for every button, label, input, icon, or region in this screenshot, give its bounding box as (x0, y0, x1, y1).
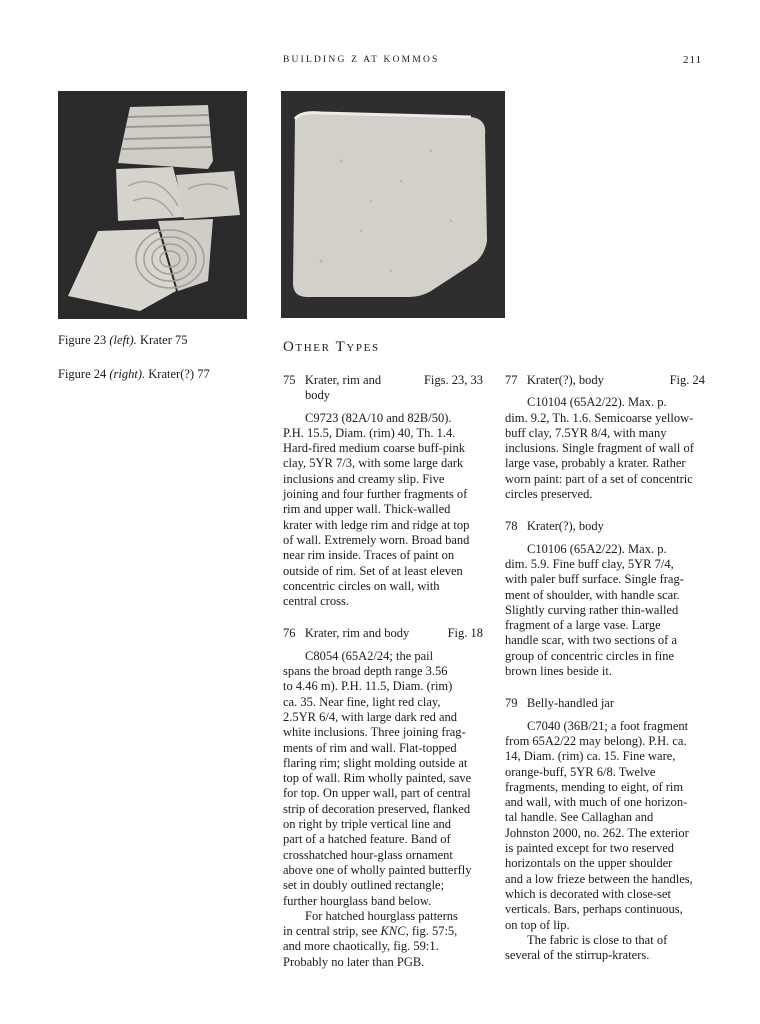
description-line: further hourglass band below. (283, 893, 432, 908)
description-line: C8054 (65A2/24; the pail (305, 648, 434, 663)
note-text: in central strip, see (283, 924, 381, 939)
running-title: BUILDING Z AT KOMMOS (283, 55, 440, 65)
entry-description (505, 395, 705, 502)
section-title: Other Types (283, 339, 380, 355)
note-line: For hatched hourglass patterns (305, 908, 458, 923)
description-line: near rim inside. Traces of paint on (283, 548, 455, 563)
note-line: several of the stirrup-kraters. (505, 948, 650, 963)
figure-reference: Figs. 23, 33 (423, 373, 483, 387)
description-line: on top of lip. (505, 917, 570, 932)
catalog-entry-77 (505, 373, 705, 502)
entry-title: Krater(?), body (526, 519, 604, 534)
description-line: C10106 (65A2/22). Max. p. (527, 541, 667, 556)
note-line: The fabric is close to that of (527, 932, 668, 947)
description-line: fragments, mending to eight, of rim (505, 779, 684, 794)
figure-title: Krater(?) 77 (148, 367, 210, 381)
note-line (283, 924, 483, 939)
text-column-left (283, 373, 483, 970)
entry-title: Krater(?), body (526, 373, 604, 387)
entry-heading (283, 373, 483, 388)
catalog-entry-79 (505, 696, 705, 963)
krater-75-fragments-image (58, 91, 247, 319)
figure-label: Figure 23 (58, 333, 107, 347)
description-line: central cross. (283, 594, 349, 609)
page-number: 211 (683, 54, 703, 66)
figure-title: Krater 75 (139, 333, 188, 347)
figure-position-note: (right). (109, 367, 146, 381)
entry-title-cont: body (305, 388, 330, 403)
description-line: is painted except for two reserved (505, 841, 675, 856)
figure-label: Figure 24 (58, 367, 107, 381)
description-line: inclusions and creamy slip. Five (283, 471, 445, 486)
description-line: and a low frieze between the handles, (505, 871, 693, 886)
description-line: dim. 5.9. Fine buff clay, 5YR 7/4, (505, 556, 674, 571)
entry-title: Krater, rim and body (304, 626, 410, 641)
note-line: Probably no later than PGB. (283, 954, 425, 969)
description-line: fragment of a large vase. Large (505, 618, 661, 633)
description-line: top of wall. Rim wholly painted, save (283, 771, 472, 786)
figure-reference: Fig. 24 (669, 373, 705, 387)
description-line: flaring rim; slight molding outside at (283, 755, 468, 770)
description-line: above one of wholly painted butterfly (283, 862, 472, 877)
description-line: handle scar, with two sections of a (505, 633, 678, 648)
description-line: dim. 9.2, Th. 1.6. Semicoarse yellow- (505, 410, 694, 425)
note-line: and more chaotically, fig. 59:1. (283, 939, 439, 954)
description-line: worn paint: part of a set of concentric (505, 471, 693, 486)
entry-number: 79 (505, 696, 518, 711)
entry-title: Belly-handled jar (526, 696, 614, 711)
entry-heading (505, 519, 705, 534)
description-line: ment of shoulder, with handle scar. (505, 587, 680, 602)
figure-23-caption (58, 332, 187, 348)
description-line: ments of rim and wall. Flat-topped (283, 740, 457, 755)
description-line: outside of rim. Set of at least eleven (283, 563, 463, 578)
description-line: 2.5YR 6/4, with large dark red and (283, 709, 458, 724)
description-line: Johnston 2000, no. 262. The exterior (505, 825, 689, 840)
entry-number: 78 (505, 519, 518, 534)
description-line: circles preserved. (505, 487, 593, 502)
description-line: rim and upper wall. Thick-walled (283, 502, 451, 517)
description-line: Slightly curving rather thin-walled (505, 602, 679, 617)
description-line: set in doubly outlined rectangle; (283, 878, 445, 893)
entry-title: Krater, rim and (304, 373, 382, 387)
figure-reference: Fig. 18 (447, 626, 483, 641)
description-line: large vase, probably a krater. Rather (505, 456, 686, 471)
entry-number: 75 (283, 373, 296, 387)
description-line: with paler buff surface. Single frag- (505, 572, 684, 587)
description-line: to 4.46 m). P.H. 11.5, Diam. (rim) (283, 679, 453, 694)
description-line: spans the broad depth range 3.56 (283, 664, 448, 679)
description-line: on right by triple vertical line and (283, 817, 452, 832)
entry-description (283, 649, 483, 970)
description-line: brown lines beside it. (505, 664, 612, 679)
figure-position-note: (left). (109, 333, 137, 347)
description-line: part of a hatched feature. Band of (283, 832, 451, 847)
description-line: white inclusions. Three joining frag- (283, 725, 466, 740)
description-line: 14, Diam. (rim) ca. 15. Fine ware, (505, 749, 676, 764)
description-line: krater with ledge rim and ridge at top (283, 517, 470, 532)
description-line: group of concentric circles in fine (505, 648, 675, 663)
description-line: verticals. Bars, perhaps continuous, (505, 902, 683, 917)
description-line: concentric circles on wall, with (283, 578, 440, 593)
text-column-right (505, 373, 705, 963)
description-line: crosshatched hour-glass ornament (283, 847, 453, 862)
description-line: horizontals on the upper shoulder (505, 856, 673, 871)
entry-description (505, 542, 705, 680)
catalog-entry-75 (283, 373, 483, 609)
description-line: P.H. 15.5, Diam. (rim) 40, Th. 1.4. (283, 425, 456, 440)
figure-23-photo (58, 91, 247, 319)
catalog-entry-76 (283, 626, 483, 970)
catalog-entry-78 (505, 519, 705, 679)
description-line: C9723 (82A/10 and 82B/50). (305, 410, 452, 425)
entry-number: 77 (505, 373, 518, 387)
description-line: clay, 5YR 7/3, with some large dark (283, 456, 464, 471)
description-line: tal handle. See Callaghan and (505, 810, 654, 825)
description-line: inclusions. Single fragment of wall of (505, 441, 694, 456)
description-line: from 65A2/22 may belong). P.H. ca. (505, 733, 687, 748)
description-line: orange-buff, 5YR 6/8. Twelve (505, 764, 656, 779)
note-text: , fig. 57:5, (405, 924, 458, 939)
krater-77-fragment-image (281, 91, 505, 318)
entry-number: 76 (283, 626, 296, 641)
description-line: for top. On upper wall, part of central (283, 786, 471, 801)
description-line: ca. 35. Near fine, light red clay, (283, 694, 441, 709)
figure-24-photo (281, 91, 505, 318)
entry-heading (505, 373, 705, 388)
description-line: strip of decoration preserved, flanked (283, 801, 471, 816)
entry-heading (505, 696, 705, 711)
description-line: which is decorated with close-set (505, 886, 671, 901)
description-line: joining and four further fragments of (283, 487, 468, 502)
figure-24-caption (58, 366, 210, 382)
description-line: C10104 (65A2/22). Max. p. (527, 395, 667, 410)
entry-description (283, 411, 483, 610)
entry-description (505, 719, 705, 964)
description-line: and wall, with much of one horizon- (505, 795, 688, 810)
note-reference: KNC (380, 924, 406, 939)
description-line: buff clay, 7.5YR 8/4, with many (505, 425, 667, 440)
entry-heading (283, 626, 483, 641)
description-line: Hard-fired medium coarse buff-pink (283, 441, 465, 456)
description-line: of wall. Extremely worn. Broad band (283, 532, 470, 547)
description-line: C7040 (36B/21; a foot fragment (527, 718, 689, 733)
